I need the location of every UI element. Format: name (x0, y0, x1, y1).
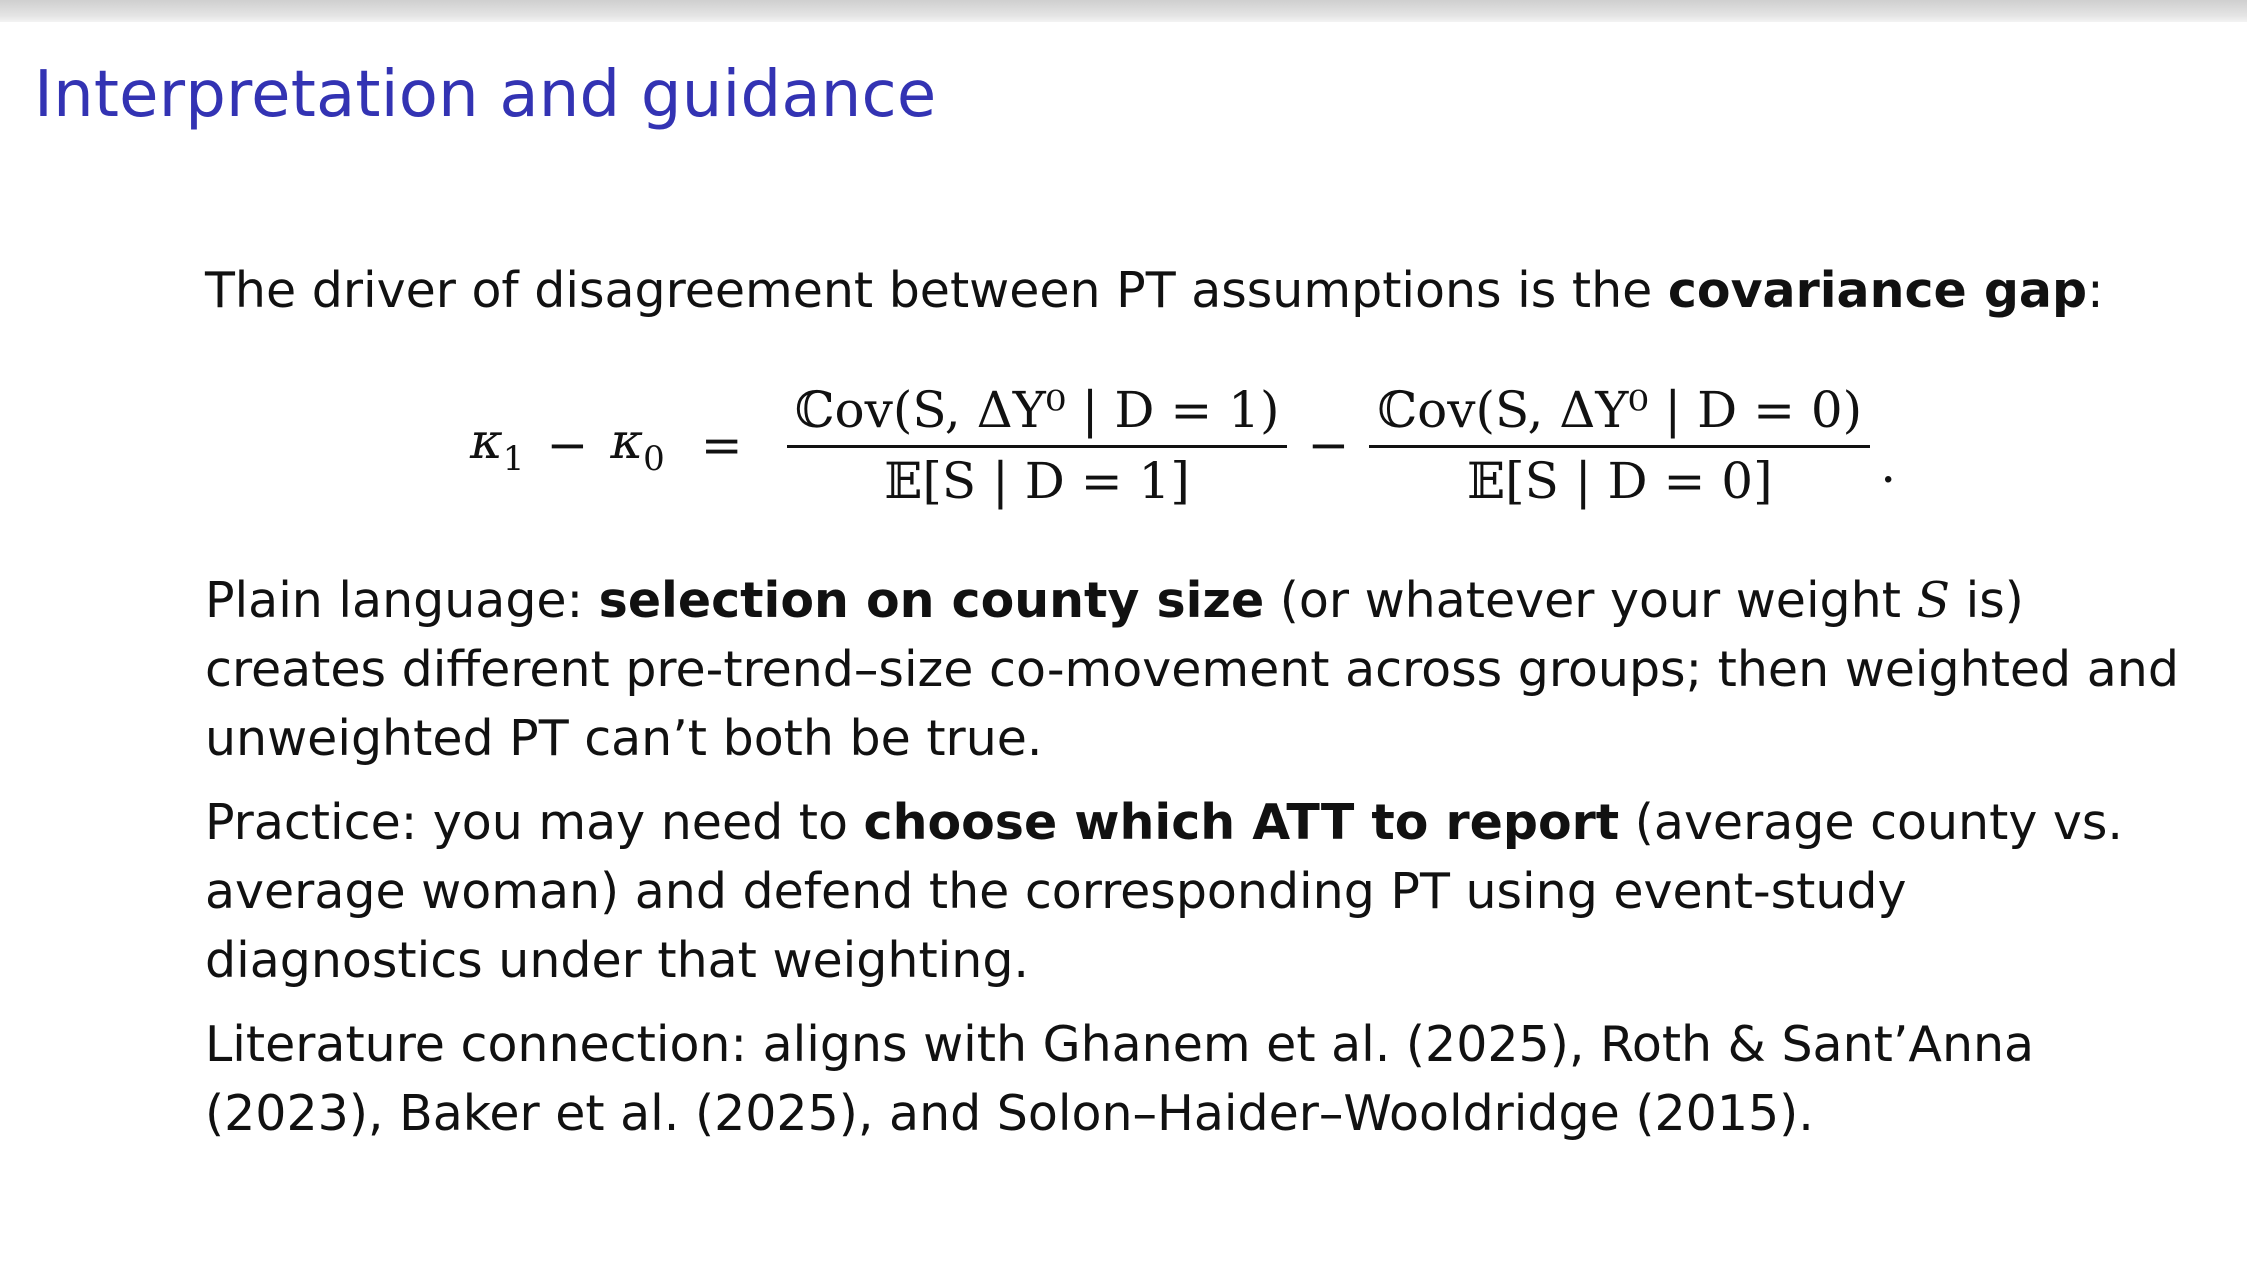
fraction-treated-numerator: ℂov(S, ΔY⁰ | D = 1) (794, 380, 1280, 439)
fraction-treated-denominator: 𝔼[S | D = 1] (884, 451, 1190, 510)
fraction-control-numerator: ℂov(S, ΔY⁰ | D = 0) (1377, 380, 1863, 439)
plain-language-paragraph (205, 566, 2195, 773)
fraction-control (1369, 381, 1870, 510)
practice-bold: choose which ATT to report (863, 794, 1620, 851)
plain-variable: S (1916, 572, 1951, 629)
intro-text: The driver of disagreement between PT assumptions is the (205, 262, 1668, 319)
intro-paragraph (205, 256, 2195, 325)
kappa-1: $\kappa_1$ (470, 411, 525, 479)
equation-lhs (470, 412, 665, 479)
literature-paragraph: Literature connection: aligns with Ghanem et al. (2025), Roth & Sant’Anna (2023), Baker et al. (2025), and Solon–Haider–Wooldridge (2015). (205, 1016, 2035, 1142)
kappa-0: $\kappa_0$ (610, 411, 665, 479)
equation-period: . (1880, 436, 1897, 494)
practice-label: Practice: you may need to (205, 794, 864, 851)
equals-sign: = (700, 416, 743, 474)
fraction-treated (787, 381, 1288, 510)
plain-mid: (or whatever your weight (1264, 572, 1917, 629)
slide-title: Interpretation and guidance (34, 58, 937, 132)
top-bar (0, 0, 2247, 22)
fraction-control-denominator: 𝔼[S | D = 0] (1466, 451, 1773, 510)
lhs-minus: − (546, 416, 589, 474)
plain-rest: is) creates different pre-trend–size co-movement across groups; then weighted and unweighted PT can’t both be true. (205, 572, 2179, 767)
intro-colon: : (2087, 262, 2104, 319)
intro-bold: covariance gap (1667, 262, 2088, 319)
practice-paragraph (205, 788, 2195, 995)
plain-label: Plain language: (205, 572, 599, 629)
middle-minus: − (1307, 416, 1350, 474)
plain-bold: selection on county size (598, 572, 1265, 629)
covariance-gap-equation (470, 370, 1896, 520)
practice-rest: (average county vs. average woman) and defend the corresponding PT using event-study diagnostics under that weighting. (205, 794, 2123, 989)
